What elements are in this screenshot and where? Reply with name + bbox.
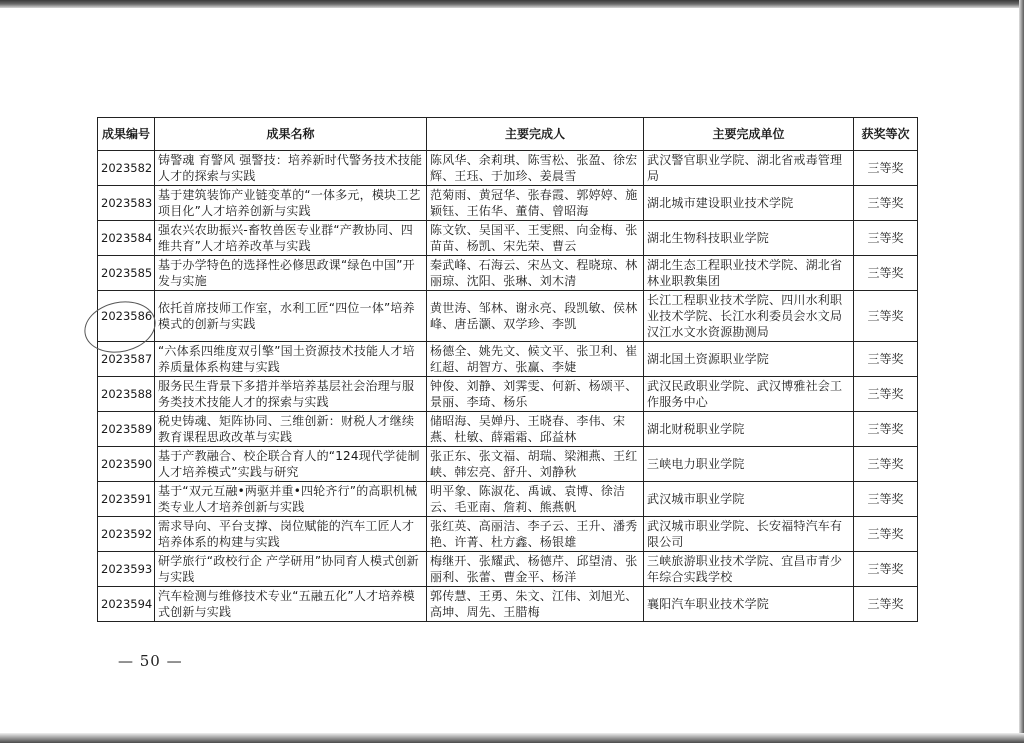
row-unit: 湖北财税职业学院 [644,412,854,447]
row-name: 铸警魂 育警风 强警技：培养新时代警务技术技能人才的探索与实践 [155,151,427,186]
row-unit: 武汉民政职业学院、武汉博雅社会工作服务中心 [644,377,854,412]
row-name: 强农兴农助振兴-畜牧兽医专业群“产教协同、四维共育”人才培养改革与实践 [155,221,427,256]
table-row [98,221,918,256]
scan-edge-top [0,0,1024,8]
row-code: 2023582 [98,151,155,186]
row-people: 郭传慧、王勇、朱文、江伟、刘旭光、高坤、周先、王腊梅 [427,587,644,622]
table-row [98,447,918,482]
row-award: 三等奖 [854,552,918,587]
row-unit: 武汉城市职业学院 [644,482,854,517]
row-unit: 襄阳汽车职业技术学院 [644,587,854,622]
page-number: — 50 — [118,652,183,670]
row-people: 张正东、张文福、胡瑞、梁湘燕、王红峡、韩宏亮、舒升、刘静秋 [427,447,644,482]
row-people: 陈文钦、吴国平、王雯熙、向金梅、张苗苗、杨凯、宋先荣、曹云 [427,221,644,256]
row-people: 钟俊、刘静、刘霁雯、何新、杨颂平、景丽、李琦、杨乐 [427,377,644,412]
row-name: 基于产教融合、校企联合育人的“124现代学徒制人才培养模式”实践与研究 [155,447,427,482]
row-award: 三等奖 [854,412,918,447]
table-row [98,377,918,412]
document-sheet [97,117,917,622]
table-header-row [98,118,918,151]
row-name: 服务民生背景下多措并举培养基层社会治理与服务类技术技能人才的探索与实践 [155,377,427,412]
row-people: 陈风华、余莉琪、陈雪松、张盈、徐宏辉、王珏、于加珍、姜晨雪 [427,151,644,186]
row-name: 研学旅行“政校行企 产学研用”协同育人模式创新与实践 [155,552,427,587]
table-row [98,552,918,587]
row-award: 三等奖 [854,342,918,377]
row-people: 张红英、高丽洁、李子云、王升、潘秀艳、许菁、杜方鑫、杨银雄 [427,517,644,552]
row-unit: 湖北城市建设职业技术学院 [644,186,854,221]
row-award: 三等奖 [854,186,918,221]
table-row [98,151,918,186]
row-people: 储昭海、吴婵丹、王晓春、李伟、宋燕、杜敏、薛霜霜、邱益林 [427,412,644,447]
row-name: 基于“双元互融•两驱并重•四轮齐行”的高职机械类专业人才培养创新与实践 [155,482,427,517]
row-code: 2023590 [98,447,155,482]
table-row [98,587,918,622]
row-people: 秦武峰、石海云、宋丛文、程晓琼、林丽琼、沈阳、张琳、刘木清 [427,256,644,291]
row-code: 2023594 [98,587,155,622]
row-award: 三等奖 [854,517,918,552]
table-row [98,256,918,291]
table-row [98,186,918,221]
header-award: 获奖等次 [854,118,918,151]
row-award: 三等奖 [854,291,918,342]
header-code: 成果编号 [98,118,155,151]
row-people: 范菊雨、黄冠华、张春霞、郭婷婷、施颖钰、王佑华、董倩、曾昭海 [427,186,644,221]
row-code: 2023593 [98,552,155,587]
row-unit: 长江工程职业技术学院、四川水利职业技术学院、长江水利委员会水文局汉江水文水资源勘测局 [644,291,854,342]
row-code: 2023592 [98,517,155,552]
scan-edge-right [1019,0,1024,743]
row-people: 杨德全、姚先文、候文平、张卫利、崔红超、胡智方、张赢、李婕 [427,342,644,377]
table-row [98,412,918,447]
row-name: 需求导向、平台支撑、岗位赋能的汽车工匠人才培养体系的构建与实践 [155,517,427,552]
row-award: 三等奖 [854,447,918,482]
row-name: 依托首席技师工作室，水利工匠“四位一体”培养模式的创新与实践 [155,291,427,342]
row-award: 三等奖 [854,151,918,186]
table-row [98,342,918,377]
scan-edge-bottom [0,733,1024,743]
table-row [98,517,918,552]
row-award: 三等奖 [854,587,918,622]
row-code: 2023588 [98,377,155,412]
row-unit: 武汉警官职业学院、湖北省戒毒管理局 [644,151,854,186]
row-people: 黄世涛、邹林、谢永亮、段凯敏、侯林峰、唐岳灏、双学珍、李凯 [427,291,644,342]
row-code: 2023585 [98,256,155,291]
row-unit: 三峡电力职业学院 [644,447,854,482]
row-code: 2023591 [98,482,155,517]
row-award: 三等奖 [854,482,918,517]
table-row [98,482,918,517]
row-people: 梅继开、张耀武、杨德芹、邱望清、张丽利、张蕾、曹金平、杨洋 [427,552,644,587]
row-award: 三等奖 [854,377,918,412]
row-name: “六体系四维度双引擎”国土资源技术技能人才培养质量体系构建与实践 [155,342,427,377]
row-code: 2023587 [98,342,155,377]
row-unit: 三峡旅游职业技术学院、宜昌市青少年综合实践学校 [644,552,854,587]
row-unit: 湖北生态工程职业技术学院、湖北省林业职教集团 [644,256,854,291]
table-row [98,291,918,342]
row-unit: 湖北国土资源职业学院 [644,342,854,377]
row-award: 三等奖 [854,221,918,256]
header-people: 主要完成人 [427,118,644,151]
row-name: 汽车检测与维修技术专业“五融五化”人才培养模式创新与实践 [155,587,427,622]
row-code: 2023586 [98,291,155,342]
row-name: 基于办学特色的选择性必修思政课“绿色中国”开发与实施 [155,256,427,291]
row-unit: 武汉城市职业学院、长安福特汽车有限公司 [644,517,854,552]
awards-table [97,117,918,622]
row-code: 2023583 [98,186,155,221]
row-code: 2023589 [98,412,155,447]
header-name: 成果名称 [155,118,427,151]
row-award: 三等奖 [854,256,918,291]
header-unit: 主要完成单位 [644,118,854,151]
row-name: 基于建筑装饰产业链变革的“一体多元，模块工艺项目化”人才培养创新与实践 [155,186,427,221]
row-code: 2023584 [98,221,155,256]
row-name: 税史铸魂、矩阵协同、三维创新：财税人才继续教育课程思政改革与实践 [155,412,427,447]
row-people: 明平象、陈淑花、禹诚、袁博、徐洁云、毛亚南、詹莉、熊燕帆 [427,482,644,517]
row-unit: 湖北生物科技职业学院 [644,221,854,256]
